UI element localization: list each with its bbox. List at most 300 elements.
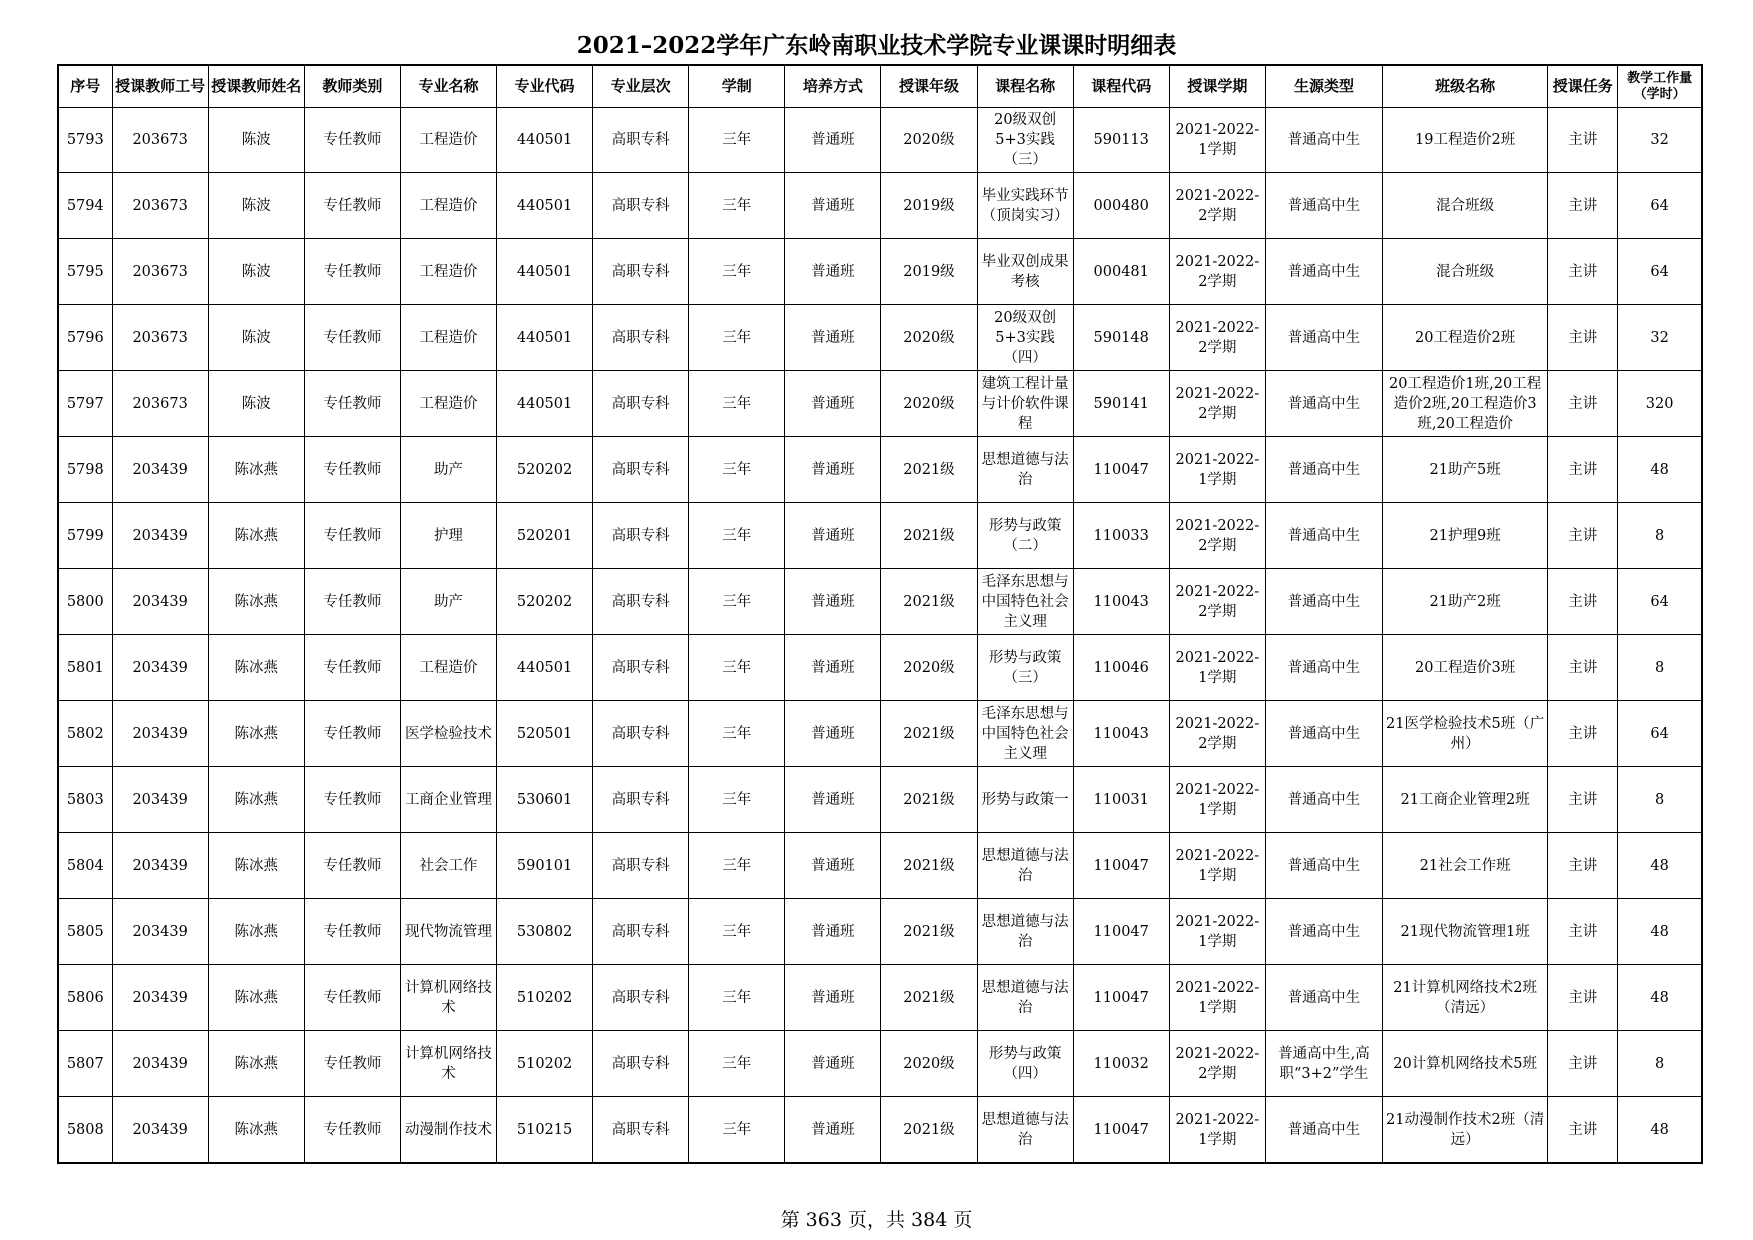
cell-text: 203439 [132, 461, 188, 478]
table-cell [112, 1097, 208, 1164]
cell-text: 高职专科 [611, 395, 670, 412]
table-cell [881, 899, 977, 965]
cell-text: 计算机网络技术 [404, 979, 492, 1016]
cell-text: 高职专科 [611, 1055, 670, 1072]
cell-text: 普通班 [811, 527, 855, 544]
table-cell [112, 305, 208, 371]
cell-text: 5794 [66, 197, 104, 214]
cell-text: 高职专科 [611, 1121, 670, 1138]
table-cell [1073, 635, 1169, 701]
table-cell [304, 899, 400, 965]
cell-text: 形势与政策一 [981, 791, 1069, 808]
table-cell [785, 1097, 881, 1164]
table-cell [1618, 371, 1702, 437]
table-cell [1618, 437, 1702, 503]
table-cell [1073, 503, 1169, 569]
table-cell [785, 569, 881, 635]
cell-text: 普通高中生 [1287, 725, 1361, 742]
table-row [58, 108, 1702, 173]
cell-text: 510215 [516, 1121, 573, 1138]
table-cell [1073, 371, 1169, 437]
cell-text: 2021-2022-1学期 [1175, 649, 1260, 686]
table-cell [689, 635, 785, 701]
table-cell [208, 305, 304, 371]
table-cell [689, 701, 785, 767]
cell-text: 三年 [722, 857, 752, 874]
table-cell [785, 371, 881, 437]
cell-text: 520501 [516, 725, 573, 742]
cell-text: 高职专科 [611, 593, 670, 610]
table-cell [977, 635, 1073, 701]
column-header: 专业代码 [497, 65, 593, 108]
table-cell [785, 239, 881, 305]
cell-text: 110047 [1093, 989, 1149, 1006]
table-row [58, 1031, 1702, 1097]
table-cell [1169, 108, 1265, 173]
table-cell [1265, 437, 1382, 503]
table-cell [1618, 899, 1702, 965]
table-cell [1618, 767, 1702, 833]
cell-text: 5805 [66, 923, 104, 940]
cell-text: 2021-2022-1学期 [1175, 913, 1260, 950]
table-cell [1383, 437, 1548, 503]
table-cell [208, 569, 304, 635]
cell-text: 高职专科 [611, 461, 670, 478]
table-cell [1383, 833, 1548, 899]
cell-text: 5808 [66, 1121, 104, 1138]
cell-text: 2021-2022-2学期 [1175, 583, 1260, 620]
cell-text: 5801 [66, 659, 104, 676]
page-footer: 第 363 页，共 384 页 [780, 1209, 973, 1231]
table-cell [1073, 173, 1169, 239]
cell-text: 毛泽东思想与中国特色社会主义理 [981, 573, 1069, 630]
table-cell [112, 108, 208, 173]
cell-text: 110031 [1093, 791, 1149, 808]
cell-text: 2021-2022-1学期 [1175, 781, 1260, 818]
table-cell [58, 833, 112, 899]
table-row [58, 1097, 1702, 1164]
column-header: 课程名称 [977, 65, 1073, 108]
table-cell [1548, 173, 1618, 239]
column-header: 教学工作量（学时） [1618, 65, 1702, 108]
cell-text: 主讲 [1568, 1055, 1598, 1072]
table-cell [977, 108, 1073, 173]
table-row [58, 635, 1702, 701]
cell-text: 工商企业管理 [404, 791, 492, 808]
table-cell [977, 437, 1073, 503]
cell-text: 普通高中生 [1287, 791, 1361, 808]
cell-text: 2021级 [903, 857, 955, 874]
table-body [58, 108, 1702, 1164]
table-cell [1169, 503, 1265, 569]
table-cell [785, 108, 881, 173]
table-cell [208, 767, 304, 833]
table-cell [1265, 173, 1382, 239]
table-cell [304, 569, 400, 635]
cell-text: 2021级 [903, 989, 955, 1006]
cell-text: 21工商企业管理2班 [1400, 791, 1530, 808]
table-cell [1548, 569, 1618, 635]
table-cell [112, 899, 208, 965]
table-cell [785, 635, 881, 701]
table-cell [497, 965, 593, 1031]
cell-text: 5807 [66, 1055, 104, 1072]
table-cell [497, 569, 593, 635]
table-cell [1169, 965, 1265, 1031]
cell-text: 专任教师 [323, 527, 382, 544]
table-cell [208, 1097, 304, 1164]
table-cell [1618, 569, 1702, 635]
cell-text: 高职专科 [611, 197, 670, 214]
cell-text: 203439 [132, 1121, 188, 1138]
table-cell [977, 767, 1073, 833]
table-cell [689, 833, 785, 899]
table-cell [1618, 833, 1702, 899]
cell-text: 440501 [516, 197, 573, 214]
table-cell [400, 833, 496, 899]
cell-text: 高职专科 [611, 263, 670, 280]
cell-text: 陈波 [241, 329, 271, 346]
table-cell [208, 173, 304, 239]
cell-text: 5800 [66, 593, 104, 610]
cell-text: 陈波 [241, 263, 271, 280]
cell-text: 19工程造价2班 [1415, 132, 1516, 148]
table-cell [58, 635, 112, 701]
table-cell [304, 767, 400, 833]
table-cell [593, 108, 689, 173]
cell-text: 2020级 [903, 1055, 955, 1072]
cell-text: 普通高中生 [1287, 395, 1361, 412]
table-cell [1169, 569, 1265, 635]
cell-text: 高职专科 [611, 527, 670, 544]
cell-text: 主讲 [1568, 527, 1598, 544]
cell-text: 203439 [132, 1055, 188, 1072]
table-cell [977, 305, 1073, 371]
cell-text: 5793 [66, 132, 104, 148]
cell-text: 2021-2022-2学期 [1175, 385, 1260, 422]
table-cell [689, 1031, 785, 1097]
cell-text: 主讲 [1568, 197, 1598, 214]
column-header: 班级名称 [1383, 65, 1548, 108]
cell-text: 110043 [1093, 593, 1149, 610]
cell-text: 520202 [516, 593, 573, 610]
table-cell [304, 437, 400, 503]
cell-text: 64 [1650, 725, 1669, 742]
cell-text: 530802 [516, 923, 573, 940]
cell-text: 440501 [516, 329, 573, 346]
table-cell [1265, 1097, 1382, 1164]
cell-text: 高职专科 [611, 857, 670, 874]
table-cell [1383, 108, 1548, 173]
table-cell [1073, 701, 1169, 767]
cell-text: 203439 [132, 857, 188, 874]
cell-text: 2021级 [903, 725, 955, 742]
cell-text: 5797 [66, 395, 104, 412]
cell-text: 陈冰燕 [234, 593, 278, 610]
column-header: 授课任务 [1548, 65, 1618, 108]
cell-text: 20工程造价2班 [1415, 329, 1516, 346]
table-cell [1169, 899, 1265, 965]
table-cell [208, 371, 304, 437]
table-cell [497, 767, 593, 833]
table-cell [304, 503, 400, 569]
table-cell [1265, 371, 1382, 437]
table-cell [400, 569, 496, 635]
column-header: 授课年级 [881, 65, 977, 108]
column-header: 培养方式 [785, 65, 881, 108]
table-cell [977, 173, 1073, 239]
table-cell [1548, 635, 1618, 701]
table-cell [1618, 1097, 1702, 1164]
cell-text: 助产 [433, 593, 463, 610]
cell-text: 形势与政策（四） [988, 1045, 1062, 1082]
cell-text: 5796 [66, 329, 104, 346]
column-header: 专业层次 [593, 65, 689, 108]
table-cell [497, 305, 593, 371]
table-cell [1548, 1097, 1618, 1164]
table-cell [1548, 767, 1618, 833]
cell-text: 2021级 [903, 527, 955, 544]
cell-text: 590148 [1093, 329, 1149, 346]
cell-text: 高职专科 [611, 989, 670, 1006]
table-cell [1265, 635, 1382, 701]
table-cell [497, 239, 593, 305]
cell-text: 21现代物流管理1班 [1400, 923, 1530, 940]
table-cell [1383, 371, 1548, 437]
cell-text: 三年 [722, 725, 752, 742]
cell-text: 主讲 [1568, 263, 1598, 280]
table-cell [1265, 503, 1382, 569]
cell-text: 陈冰燕 [234, 791, 278, 808]
cell-text: 普通班 [811, 593, 855, 610]
table-cell [1548, 503, 1618, 569]
table-cell [1265, 767, 1382, 833]
cell-text: 110046 [1093, 659, 1149, 676]
cell-text: 2021-2022-1学期 [1175, 122, 1260, 158]
table-cell [1548, 965, 1618, 1031]
cell-text: 590141 [1093, 395, 1149, 412]
table-cell [593, 371, 689, 437]
table-cell [1265, 899, 1382, 965]
table-row [58, 899, 1702, 965]
cell-text: 2021级 [903, 593, 955, 610]
table-cell [112, 569, 208, 635]
table-cell [304, 108, 400, 173]
cell-text: 2021-2022-2学期 [1175, 1045, 1260, 1082]
table-cell [58, 239, 112, 305]
table-cell [1548, 305, 1618, 371]
table-cell [881, 701, 977, 767]
table-cell [497, 635, 593, 701]
table-cell [1073, 239, 1169, 305]
table-cell [1383, 1031, 1548, 1097]
table-cell [112, 635, 208, 701]
table-cell [208, 437, 304, 503]
cell-text: 主讲 [1568, 989, 1598, 1006]
table-cell [400, 1097, 496, 1164]
table-cell [593, 833, 689, 899]
cell-text: 普通班 [811, 395, 855, 412]
table-cell [593, 1031, 689, 1097]
table-cell [1169, 239, 1265, 305]
table-cell [58, 173, 112, 239]
table-cell [881, 371, 977, 437]
cell-text: 三年 [722, 197, 752, 214]
table-cell [208, 833, 304, 899]
cell-text: 现代物流管理 [404, 923, 492, 940]
table-cell [1265, 965, 1382, 1031]
table-cell [1383, 767, 1548, 833]
cell-text: 203439 [132, 791, 188, 808]
cell-text: 普通高中生 [1287, 857, 1361, 874]
table-cell [497, 1097, 593, 1164]
cell-text: 21计算机网络技术2班（清远） [1393, 979, 1537, 1016]
table-cell [881, 1097, 977, 1164]
table-cell [112, 833, 208, 899]
cell-text: 2020级 [903, 132, 955, 148]
table-cell [881, 569, 977, 635]
table-cell [497, 173, 593, 239]
table-cell [400, 239, 496, 305]
table-cell [208, 1031, 304, 1097]
table-cell [304, 1097, 400, 1164]
table-cell [1548, 437, 1618, 503]
table-row [58, 371, 1702, 437]
cell-text: 形势与政策（二） [988, 517, 1062, 554]
table-cell [1169, 635, 1265, 701]
table-cell [1548, 833, 1618, 899]
table-cell [208, 108, 304, 173]
cell-text: 520202 [516, 461, 573, 478]
table-cell [497, 371, 593, 437]
table-cell [785, 305, 881, 371]
cell-text: 普通高中生 [1287, 1121, 1361, 1138]
table-cell [112, 503, 208, 569]
table-cell [1383, 239, 1548, 305]
course-hours-table [57, 64, 1703, 1164]
cell-text: 陈冰燕 [234, 659, 278, 676]
table-cell [1169, 305, 1265, 371]
cell-text: 专任教师 [323, 857, 382, 874]
cell-text: 48 [1650, 461, 1669, 478]
cell-text: 思想道德与法治 [981, 1111, 1069, 1148]
cell-text: 工程造价 [419, 659, 478, 676]
cell-text: 2021级 [903, 461, 955, 478]
table-cell [1265, 833, 1382, 899]
table-cell [112, 965, 208, 1031]
table-cell [304, 701, 400, 767]
table-cell [977, 965, 1073, 1031]
cell-text: 520201 [516, 527, 573, 544]
cell-text: 普通班 [811, 791, 855, 808]
table-cell [1073, 1097, 1169, 1164]
cell-text: 三年 [722, 791, 752, 808]
cell-text: 8 [1655, 659, 1665, 676]
table-cell [785, 767, 881, 833]
cell-text: 203439 [132, 725, 188, 742]
cell-text: 主讲 [1568, 659, 1598, 676]
column-header: 课程代码 [1073, 65, 1169, 108]
table-cell [689, 173, 785, 239]
table-cell [1265, 239, 1382, 305]
table-row [58, 767, 1702, 833]
cell-text: 510202 [516, 1055, 573, 1072]
table-cell [304, 305, 400, 371]
column-header: 授课教师姓名 [208, 65, 304, 108]
cell-text: 48 [1650, 923, 1669, 940]
table-cell [400, 965, 496, 1031]
cell-text: 5798 [66, 461, 104, 478]
cell-text: 主讲 [1568, 329, 1598, 346]
cell-text: 110032 [1093, 1055, 1149, 1072]
table-cell [689, 1097, 785, 1164]
column-header: 教师类别 [304, 65, 400, 108]
cell-text: 三年 [722, 1121, 752, 1138]
table-cell [785, 899, 881, 965]
table-cell [1618, 239, 1702, 305]
cell-text: 普通高中生 [1287, 263, 1361, 280]
table-cell [593, 305, 689, 371]
cell-text: 普通高中生 [1287, 527, 1361, 544]
table-row [58, 173, 1702, 239]
table-cell [400, 635, 496, 701]
table-cell [400, 173, 496, 239]
table-cell [497, 701, 593, 767]
cell-text: 2019级 [903, 263, 955, 280]
cell-text: 陈冰燕 [234, 857, 278, 874]
cell-text: 203439 [132, 923, 188, 940]
table-cell [977, 371, 1073, 437]
table-cell [689, 239, 785, 305]
table-cell [400, 108, 496, 173]
cell-text: 21社会工作班 [1419, 857, 1511, 874]
cell-text: 三年 [722, 395, 752, 412]
table-cell [112, 371, 208, 437]
table-cell [1383, 569, 1548, 635]
cell-text: 工程造价 [419, 395, 478, 412]
table-cell [304, 371, 400, 437]
table-cell [1169, 701, 1265, 767]
cell-text: 混合班级 [1436, 263, 1495, 280]
table-row [58, 503, 1702, 569]
cell-text: 普通班 [811, 197, 855, 214]
cell-text: 三年 [722, 1055, 752, 1072]
cell-text: 主讲 [1568, 857, 1598, 874]
cell-text: 专任教师 [323, 593, 382, 610]
cell-text: 2021-2022-2学期 [1175, 187, 1260, 224]
cell-text: 5806 [66, 989, 104, 1006]
table-cell [1618, 503, 1702, 569]
table-cell [112, 437, 208, 503]
cell-text: 20工程造价3班 [1415, 659, 1516, 676]
table-cell [497, 108, 593, 173]
table-row [58, 701, 1702, 767]
table-cell [208, 965, 304, 1031]
table-cell [1073, 965, 1169, 1031]
table-cell [1383, 701, 1548, 767]
cell-text: 203673 [132, 132, 188, 148]
table-cell [1548, 899, 1618, 965]
cell-text: 440501 [516, 132, 573, 148]
cell-text: 工程造价 [419, 329, 478, 346]
cell-text: 203673 [132, 263, 188, 280]
cell-text: 专任教师 [323, 659, 382, 676]
table-cell [400, 767, 496, 833]
table-cell [1073, 833, 1169, 899]
cell-text: 专任教师 [323, 461, 382, 478]
cell-text: 陈冰燕 [234, 923, 278, 940]
cell-text: 专任教师 [323, 791, 382, 808]
